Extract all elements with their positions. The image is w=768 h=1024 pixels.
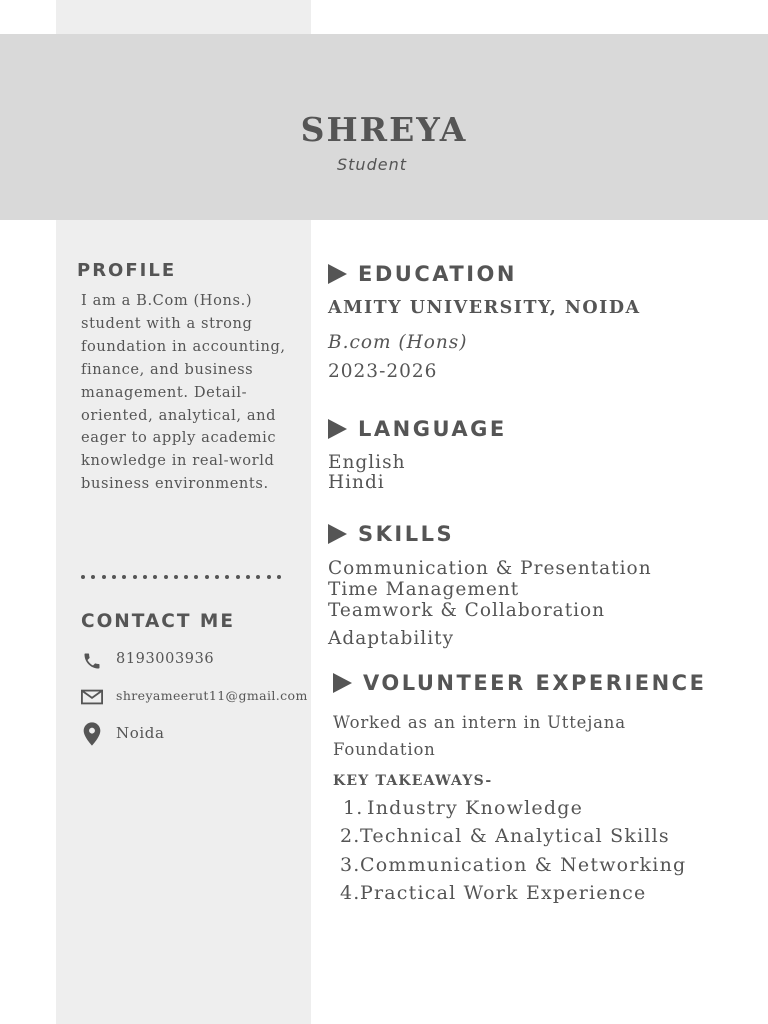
- language-item: English: [328, 452, 406, 473]
- list-item-number: 1.: [343, 797, 364, 819]
- education-degree: B.com (Hons): [328, 332, 468, 353]
- triangle-bullet-icon: [333, 673, 352, 693]
- takeaways-list: [340, 797, 686, 910]
- profile-text: I am a B.Com (Hons.) student with a strong foundation in accounting, finance, and business management. Detail-oriented, analytical, and eager to apply academic knowledge in real-world business environments.: [81, 292, 286, 493]
- profile-heading: PROFILE: [77, 260, 177, 281]
- list-item-number: 2.: [340, 825, 361, 848]
- skill-item: Teamwork & Collaboration: [328, 600, 606, 621]
- volunteer-heading-label: VOLUNTEER EXPERIENCE: [363, 671, 707, 695]
- list-item-number: 3.: [340, 853, 361, 876]
- list-item-text: Industry Knowledge: [367, 797, 584, 819]
- list-item: [340, 825, 686, 853]
- list-item-text: Technical & Analytical Skills: [360, 825, 670, 848]
- education-heading: [328, 262, 517, 286]
- education-years: 2023-2026: [328, 361, 438, 382]
- takeaways-heading: KEY TAKEAWAYS-: [333, 773, 493, 789]
- contact-heading: CONTACT ME: [81, 611, 235, 632]
- volunteer-heading: [333, 671, 706, 695]
- list-item: [340, 854, 686, 882]
- volunteer-description-line1: Worked as an intern in Uttejana: [333, 713, 626, 732]
- list-item: [340, 882, 686, 910]
- education-institution: AMITY UNIVERSITY, NOIDA: [328, 298, 641, 318]
- skills-heading-label: SKILLS: [358, 522, 455, 546]
- resume-name: SHREYA: [300, 110, 468, 149]
- list-item-text: Communication & Networking: [360, 853, 687, 876]
- language-heading: [328, 417, 507, 441]
- email-address: shreyameerut11@gmail.com: [116, 688, 308, 703]
- triangle-bullet-icon: [328, 264, 347, 284]
- list-item: [340, 797, 686, 825]
- phone-number: 8193003936: [116, 651, 215, 667]
- triangle-bullet-icon: [328, 419, 347, 439]
- dotted-divider: [81, 575, 281, 581]
- education-heading-label: EDUCATION: [358, 262, 517, 286]
- language-heading-label: LANGUAGE: [358, 417, 507, 441]
- mail-icon: [81, 686, 103, 708]
- list-item-text: Practical Work Experience: [360, 881, 647, 904]
- volunteer-description-line2: Foundation: [333, 740, 436, 759]
- triangle-bullet-icon: [328, 524, 347, 544]
- resume-role: Student: [337, 155, 407, 174]
- skills-heading: [328, 522, 454, 546]
- skill-item: Communication & Presentation: [328, 558, 652, 579]
- language-item: Hindi: [328, 472, 385, 493]
- location-text: Noida: [116, 724, 165, 742]
- skill-item: Time Management: [328, 579, 520, 600]
- skill-item: Adaptability: [328, 628, 455, 649]
- list-item-number: 4.: [340, 881, 361, 904]
- phone-icon: [81, 650, 103, 672]
- location-pin-icon: [81, 721, 103, 747]
